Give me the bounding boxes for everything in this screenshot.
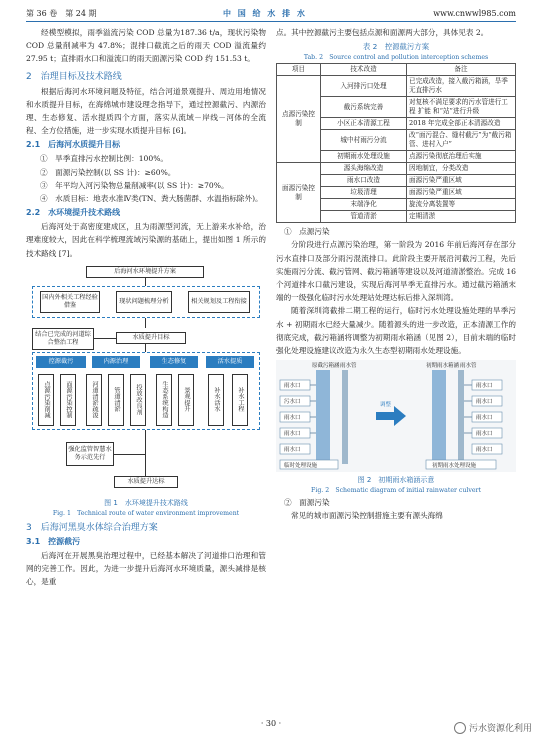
table-header: 备注: [407, 64, 516, 76]
table-cell: 定期清淤: [407, 211, 516, 223]
pipe-left: [342, 370, 348, 464]
culvert-right: [432, 370, 446, 464]
paragraph: 经模型模拟，雨季溢流污染 COD 总量为187.36 t/a，现状污染物 COD 总量削减率为 47.8%；混排口截流之后的雨天 COD 溢流量约 27.95 t；直排雨水口和溢流口的雨天面源污染 COD 约 151.53 t。: [26, 28, 266, 64]
table-cell: 点源污染彻底治理后实施: [407, 151, 516, 163]
fig2-label: 雨水口: [476, 431, 493, 438]
paragraph: 根据后海河水环境问题及特征，结合河道景观提升、周边用地情况和水质提升目标，在海绵城市建设理念指导下，通过控源截污、内源治理、生态修复、活水提质四个方面，落实从流域－岸线－河体的全流程、全方位措施，进一步实现水质提升目标 [6]。: [26, 86, 266, 136]
header-rule: [26, 21, 516, 22]
figure-caption-en: Fig. 2 Schematic diagram of initial rainwater culvert: [311, 487, 481, 495]
table-header: 技术改造: [321, 64, 407, 76]
fig2-label: 雨水口: [476, 415, 493, 422]
goal-item: ④ 水质目标：地表水准Ⅳ类(TN、粪大肠菌群、水温指标除外)。: [40, 194, 263, 204]
table-group-cell: 面源污染控制: [277, 163, 321, 223]
table-cell: 旋流分离装置等: [407, 199, 516, 211]
table-cell: 已完成改造，接入截污箱涵，旱季无直排污水: [407, 76, 516, 97]
table-header: 项目: [277, 64, 321, 76]
fig2-label: 初期雨水箱涵: [426, 363, 460, 370]
fig1-measure-box: 面源污染控制: [60, 374, 76, 426]
section-heading: 2 治理目标及技术路线: [26, 71, 122, 82]
subsection-heading: 2.2 水环境提升技术路线: [26, 208, 121, 218]
technical-route-figure: [26, 264, 266, 496]
table-cell: 雨水口改造: [321, 175, 407, 187]
fig2-label: 雨水口: [284, 447, 301, 454]
left-column: [26, 26, 266, 588]
subsection-heading: 3.1 控源截污: [26, 536, 81, 546]
table-cell: 2018 年完成全部正本清源改造: [407, 118, 516, 130]
subsection-marker: ① 点源污染: [284, 227, 330, 237]
subsection-heading: 2.1 后海河水质提升目标: [26, 140, 121, 150]
figure-caption: 图 2 初期雨水箱涵示意: [357, 476, 435, 485]
fig1-measure-box: 补水活水: [208, 374, 224, 426]
table-cell: 垃圾清理: [321, 187, 407, 199]
wechat-icon: [454, 722, 466, 734]
fig1-input-box: 现状问题梳理分析: [116, 291, 172, 313]
fig1-category-box: 生态修复: [150, 356, 198, 368]
fig1-supervision-box: 强化监管智慧水务示范先行: [66, 442, 114, 466]
fig2-label: 雨水口: [476, 399, 493, 406]
fig1-result-box: 水质提升达标: [114, 476, 178, 488]
fig2-label: 雨水口: [284, 383, 301, 390]
table-cell: 改“面污混合、缝村截污”为“截污箱管、进村入户”: [407, 130, 516, 151]
watermark: [454, 721, 532, 734]
subsection-marker: ② 面源污染: [284, 498, 330, 508]
fig1-measure-box: 河道清淤疏浚: [86, 374, 102, 426]
figure-caption: 图 1 水环境提升技术路线: [104, 498, 188, 507]
table-cell: 对复核不满足要求的污水管进行工程 扩能 和“站”进行升级: [407, 97, 516, 118]
culvert-left: [316, 370, 330, 464]
fig1-top-box: 后海河水环境提升方案: [86, 266, 204, 278]
adjust-arrow-icon: [376, 406, 406, 426]
header-volume: 第 36 卷 第 24 期: [26, 8, 97, 18]
goal-item: ② 面源污染控制(以 SS 计)：≥60%。: [40, 167, 176, 177]
fig1-constraint-box: 结合已完成的河道综合整治工程: [32, 328, 94, 350]
fig1-measure-box: 管道清淤: [108, 374, 124, 426]
paragraph: 后海河在开展黑臭治理过程中，已经基本解决了河道排口治理和管网的完善工作。因此，为进一步提升后海河水环境质量，源头减排是核心，是重: [26, 550, 266, 587]
fig2-label: 原截污箱涵: [312, 363, 340, 370]
page-number: · 30 ·: [260, 719, 282, 728]
watermark-text: 污水资源化利用: [468, 724, 532, 734]
fig2-label: 雨水管: [460, 363, 477, 370]
paragraph: 常见的城市面源污染控制措施主要有源头海绵: [291, 511, 443, 521]
table-cell: 面源污染严重区域: [407, 175, 516, 187]
fig2-label: 临时处理设施: [284, 463, 318, 470]
fig2-label: 雨水口: [476, 447, 493, 454]
fig1-measure-box: 投放改良剂: [130, 374, 146, 426]
table-cell: 初期雨水处理设施: [321, 151, 407, 163]
table-cell: 城中村雨污分流: [321, 130, 407, 151]
right-column: [276, 26, 516, 523]
table-cell: 末端净化: [321, 199, 407, 211]
fig2-label: 雨水口: [284, 415, 301, 422]
fig2-label: 污水口: [284, 399, 301, 406]
header-url: www.cnwwl985.com: [433, 8, 516, 18]
fig2-label: 雨水管: [340, 363, 357, 370]
table-cell: 小区正本清源工程: [321, 118, 407, 130]
table-caption: 表 2 控源截污方案: [362, 42, 430, 52]
table-cell: 入河排污口处理: [321, 76, 407, 97]
paragraph: 后海河处于高密度建成区，且为雨源型河流，无上游来水补给，治理难度较大，因此在科学梳理流域污染源的基础上，提出如图 1 所示的技术路线 [7]。: [26, 222, 266, 258]
table-caption-en: Tab. 2 Source control and pollution interception schemes: [303, 54, 489, 62]
goal-item: ① 旱季直排污水控制比例：100%。: [40, 154, 169, 164]
header-journal: 中 国 给 水 排 水: [222, 7, 307, 18]
pipe-right: [458, 370, 464, 464]
table-cell: 因地制宜，分类改造: [407, 163, 516, 175]
fig2-arrow-label: 调整: [380, 402, 392, 409]
table-cell: 面源污染严重区域: [407, 187, 516, 199]
fig1-category-box: 内源治理: [92, 356, 140, 368]
fig1-measure-box: 生态系统构造: [156, 374, 172, 426]
fig2-label: 雨水口: [476, 383, 493, 390]
section-heading: 3 后海河黑臭水体综合治理方案: [26, 522, 158, 533]
table-cell: 管道清淤: [321, 211, 407, 223]
paragraph: 随着深圳湾截排二期工程的运行，临时污水处理设施处理的旱季污水 + 初期雨水已经大量减少。随着源头的进一步改造，正本清源工作的彻底完成，截污箱涵将调整为初期雨水箱涵（见图 2），目前未端的临时强化处理设施建议改造为永久生态型初期雨水处理设施。: [276, 306, 516, 356]
source-control-table: [276, 63, 516, 223]
running-header: [26, 6, 516, 20]
fig1-input-box: 国内外相关工程经验借鉴: [40, 291, 100, 313]
table-cell: 源头海绵改造: [321, 163, 407, 175]
paragraph: 分阶段进行点源污染治理，第一阶段为 2016 年前后海河存在部分污水直排口及部分雨污混流排口。此阶段主要开展沿河截污工程，先后实施雨污分流、截污管网、截污箱涵等建设以及河道清淤整治。完成 16 个河道排水口截污建设，实现后海河旱季无直排污水。通过截污箱涵末端的一级强化临时污水处理站处理达标后排入深圳湾。: [276, 240, 516, 303]
fig1-measure-box: 景观提升: [178, 374, 194, 426]
fig1-measure-box: 补水工程: [232, 374, 248, 426]
rainwater-culvert-figure: [276, 360, 516, 472]
fig1-input-box: 相关规划及工程衔接: [188, 291, 250, 313]
paragraph: 点。其中控源截污主要包括点源和面源两大部分，具体见表 2。: [276, 28, 489, 37]
figure-caption-en: Fig. 1 Technical route of water environment improvement: [52, 509, 240, 517]
fig1-category-box: 活水提质: [206, 356, 254, 368]
fig1-category-box: 控源截污: [36, 356, 86, 368]
fig1-measure-box: 点源污染削减: [38, 374, 54, 426]
goal-item: ③ 年平均入河污染物总量削减率(以 SS 计)：≥70%。: [40, 180, 229, 190]
fig2-label: 初期雨水处理设施: [432, 463, 477, 470]
table-cell: 截污系统完善: [321, 97, 407, 118]
fig1-goal-box: 水质提升目标: [116, 332, 186, 344]
fig2-label: 雨水口: [284, 431, 301, 438]
table-group-cell: 点源污染控制: [277, 76, 321, 163]
